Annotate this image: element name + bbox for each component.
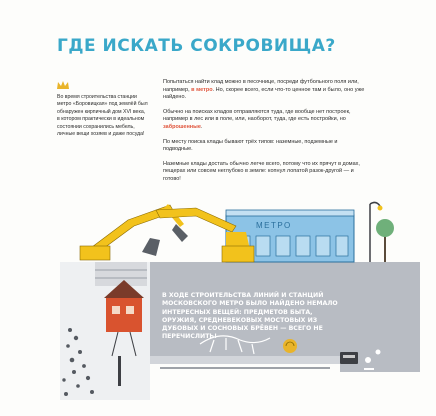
paragraph-3: По месту поиска клады бывают трёх типов: наземные, подземные и подводные. [163, 138, 338, 153]
tree [376, 219, 394, 262]
metro-sign: МЕТРО [256, 221, 292, 230]
paragraph-1: Попытаться найти клад можно в песочнице, посреди футбольного поля или, например, в метро. Но, скорее всего, если что-то ценное там и было, оно уже найдено. [163, 79, 365, 101]
page-title: ГДЕ ИСКАТЬ СОКРОВИЩА? [57, 36, 336, 56]
soil-stripes [95, 262, 147, 286]
treasure-chest [340, 352, 358, 364]
metro-callout: В ХОДЕ СТРОИТЕЛЬСТВА ЛИНИЙ И СТАНЦИЙ МОСКОВСКОГО МЕТРО БЫЛО НАЙДЕНО НЕМАЛО ИНТЕРЕСНЫХ ВЕЩЕЙ: ПРЕДМЕТОВ БЫТА, ОРУЖИЯ, СРЕДНЕВЕКОВЫХ МОСТОВЫХ ИЗ ДУБОВЫХ И СОСНОВЫХ БРЁВЕН — ВСЕГО НЕ ПЕРЕЧИСЛИТЬ! [162, 292, 338, 341]
paragraph-4: Наземные клады достать обычно легче всего, потому что их прячут в домах, пещерах или совсем неглубоко в земле: копнул лопатой разок-другой — и готово! [163, 160, 360, 182]
paragraph-2: Обычно на поисках кладов отправляются туда, где вообще нет построек, например в лес или в поле, или, наоборот, туда, где есть постройки, но заброшенные. [163, 108, 351, 130]
sidebar-fact: Во время строительства станции метро «Боровицкая» под землёй был обнаружен кирпичный дом XVI века, в котором практически в идеальном состоянии сохранились мебель, личные вещи хозяев и даже посуда! [57, 94, 148, 138]
